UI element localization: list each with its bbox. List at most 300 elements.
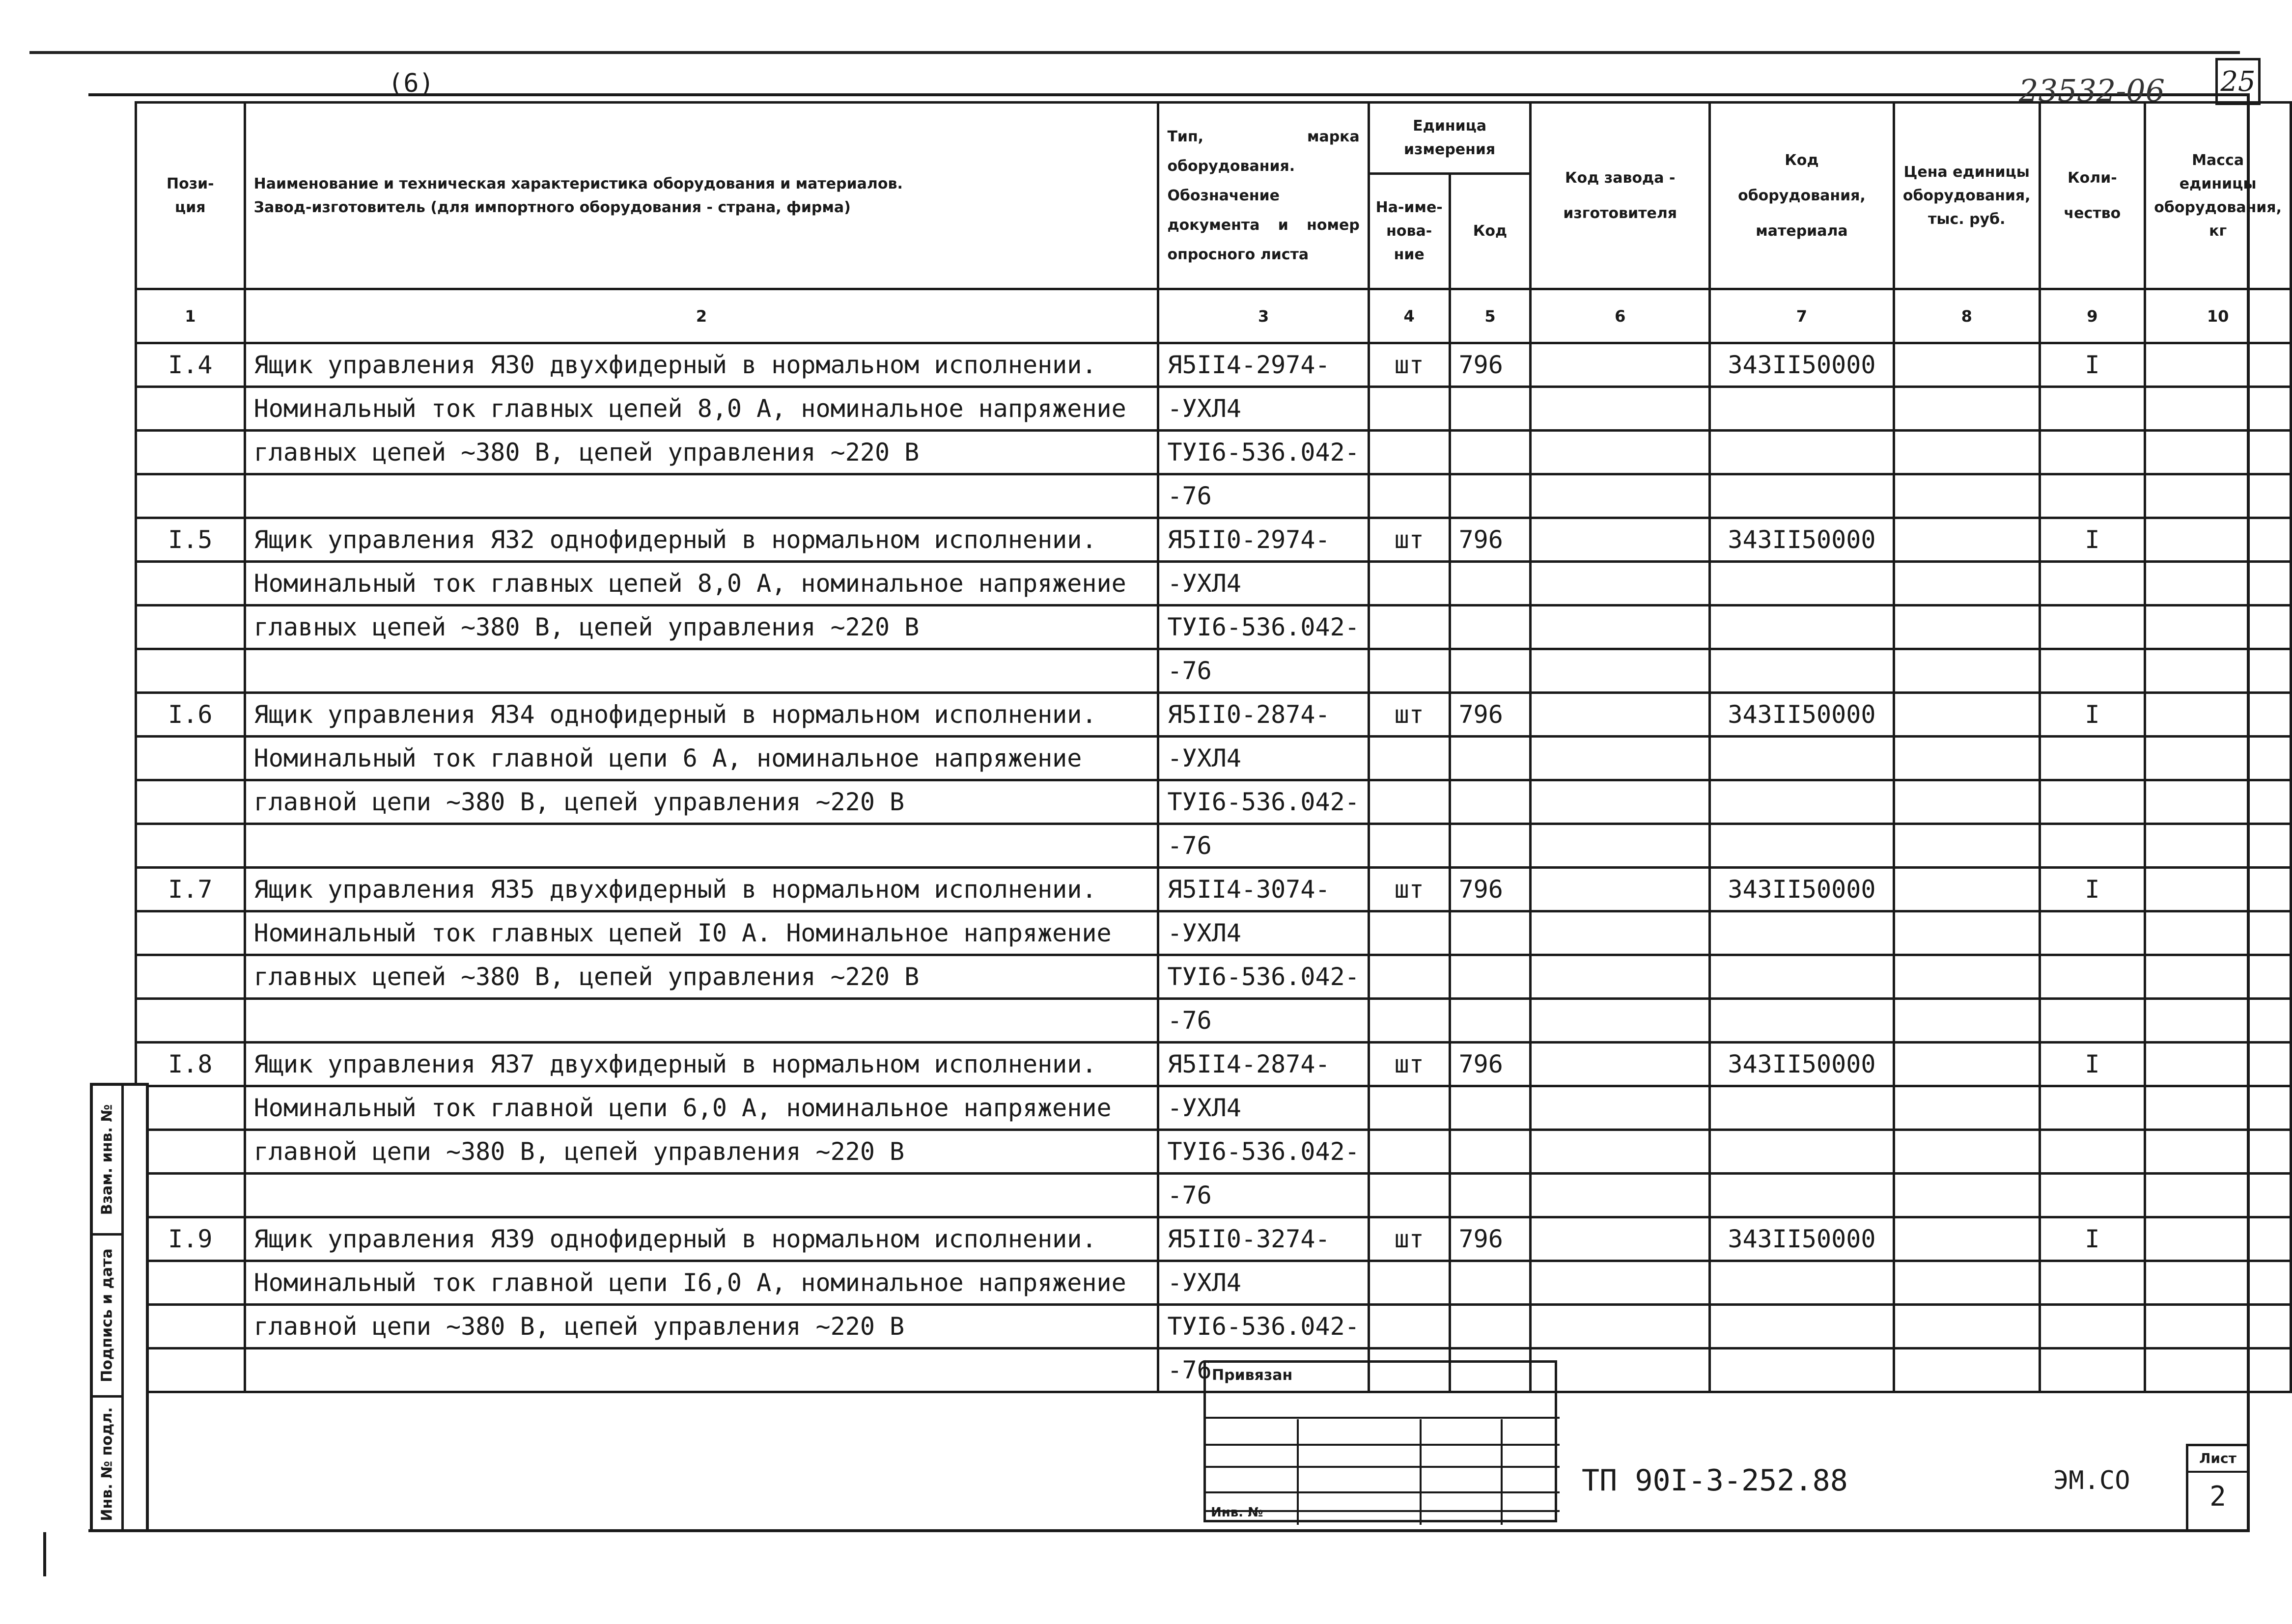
description-cell bbox=[245, 474, 1158, 518]
description-cell: главных цепей ~380 В, цепей управления ~220 В bbox=[245, 606, 1158, 649]
unit-code-cell bbox=[1450, 474, 1531, 518]
type-cell: Я5II0-2874- bbox=[1158, 693, 1369, 737]
price-cell bbox=[1894, 1305, 2040, 1349]
unit-code-cell bbox=[1450, 1086, 1531, 1130]
description-cell: Номинальный ток главных цепей 8,0 А, номинальное напряжение bbox=[245, 387, 1158, 431]
type-cell: -УХЛ4 bbox=[1158, 562, 1369, 606]
description-cell: главной цепи ~380 В, цепей управления ~220 В bbox=[245, 780, 1158, 824]
mass-cell bbox=[2145, 911, 2291, 955]
description-cell bbox=[245, 999, 1158, 1043]
mass-cell bbox=[2145, 1349, 2291, 1392]
quantity-cell bbox=[2040, 606, 2145, 649]
type-cell: ТУI6-536.042- bbox=[1158, 1305, 1369, 1349]
equipment-code-cell: 343II50000 bbox=[1710, 343, 1894, 387]
strip-cell-inv-original: Инв. № подл. bbox=[98, 1406, 116, 1521]
type-cell: -76 bbox=[1158, 649, 1369, 693]
table-row bbox=[136, 780, 2291, 824]
stamp-line bbox=[1206, 1444, 1560, 1446]
equipment-code-cell bbox=[1710, 1349, 1894, 1392]
price-cell bbox=[1894, 1043, 2040, 1086]
equipment-code-cell bbox=[1710, 649, 1894, 693]
quantity-cell: I bbox=[2040, 1043, 2145, 1086]
mass-cell bbox=[2145, 1174, 2291, 1217]
description-cell: Номинальный ток главной цепи 6 А, номинальное напряжение bbox=[245, 737, 1158, 780]
price-cell bbox=[1894, 431, 2040, 474]
header-unit-name: На-име-нова-ние bbox=[1369, 174, 1450, 289]
unit-code-cell bbox=[1450, 999, 1531, 1043]
sheet-box-line bbox=[2188, 1471, 2247, 1473]
quantity-cell bbox=[2040, 562, 2145, 606]
type-cell: Я5II4-2874- bbox=[1158, 1043, 1369, 1086]
factory-code-cell bbox=[1531, 1261, 1710, 1305]
type-cell: -УХЛ4 bbox=[1158, 387, 1369, 431]
binding-stamp bbox=[1203, 1360, 1557, 1522]
position-cell bbox=[136, 387, 245, 431]
type-cell: -УХЛ4 bbox=[1158, 737, 1369, 780]
unit-code-cell bbox=[1450, 780, 1531, 824]
description-cell bbox=[245, 1349, 1158, 1392]
unit-code-cell: 796 bbox=[1450, 343, 1531, 387]
description-cell: главной цепи ~380 В, цепей управления ~220 В bbox=[245, 1130, 1158, 1174]
unit-name-cell: шт bbox=[1369, 868, 1450, 911]
quantity-cell bbox=[2040, 1261, 2145, 1305]
factory-code-cell bbox=[1531, 431, 1710, 474]
unit-code-cell: 796 bbox=[1450, 518, 1531, 562]
table-row bbox=[136, 1043, 2291, 1086]
price-cell bbox=[1894, 518, 2040, 562]
position-cell bbox=[136, 1174, 245, 1217]
unit-name-cell bbox=[1369, 1305, 1450, 1349]
header-factory-code: Код завода - изготовителя bbox=[1531, 103, 1710, 289]
table-row bbox=[136, 693, 2291, 737]
position-cell: I.9 bbox=[136, 1217, 245, 1261]
column-number-3: 3 bbox=[1158, 289, 1369, 343]
position-cell bbox=[136, 955, 245, 999]
unit-name-cell: шт bbox=[1369, 343, 1450, 387]
table-row bbox=[136, 737, 2291, 780]
equipment-code-cell: 343II50000 bbox=[1710, 1217, 1894, 1261]
table-row bbox=[136, 824, 2291, 868]
stamp-line bbox=[1206, 1417, 1560, 1419]
unit-name-cell bbox=[1369, 1130, 1450, 1174]
position-cell bbox=[136, 606, 245, 649]
description-cell: Номинальный ток главных цепей 8,0 А, номинальное напряжение bbox=[245, 562, 1158, 606]
equipment-code-cell bbox=[1710, 737, 1894, 780]
description-cell bbox=[245, 1174, 1158, 1217]
equipment-code-cell bbox=[1710, 1305, 1894, 1349]
unit-code-cell bbox=[1450, 955, 1531, 999]
price-cell bbox=[1894, 1261, 2040, 1305]
mass-cell bbox=[2145, 562, 2291, 606]
price-cell bbox=[1894, 343, 2040, 387]
type-cell: -УХЛ4 bbox=[1158, 1086, 1369, 1130]
table-row bbox=[136, 562, 2291, 606]
equipment-code-cell bbox=[1710, 780, 1894, 824]
price-cell bbox=[1894, 562, 2040, 606]
type-cell: Я5II4-2974- bbox=[1158, 343, 1369, 387]
factory-code-cell bbox=[1531, 562, 1710, 606]
unit-code-cell bbox=[1450, 387, 1531, 431]
equipment-code-cell bbox=[1710, 562, 1894, 606]
type-cell: ТУI6-536.042- bbox=[1158, 606, 1369, 649]
table-row bbox=[136, 518, 2291, 562]
stamp-vline bbox=[1501, 1419, 1503, 1525]
table-row bbox=[136, 1174, 2291, 1217]
mass-cell bbox=[2145, 1130, 2291, 1174]
description-cell: Ящик управления Я37 двухфидерный в нормальном исполнении. bbox=[245, 1043, 1158, 1086]
price-cell bbox=[1894, 824, 2040, 868]
quantity-cell bbox=[2040, 911, 2145, 955]
stamp-inv-label: Инв. № bbox=[1211, 1505, 1263, 1520]
corner-page-number: 25 bbox=[2215, 58, 2261, 105]
position-cell bbox=[136, 1086, 245, 1130]
unit-name-cell: шт bbox=[1369, 693, 1450, 737]
equipment-code-cell bbox=[1710, 1086, 1894, 1130]
mass-cell bbox=[2145, 649, 2291, 693]
type-cell: ТУI6-536.042- bbox=[1158, 780, 1369, 824]
price-cell bbox=[1894, 606, 2040, 649]
column-number-4: 4 bbox=[1369, 289, 1450, 343]
description-cell: Номинальный ток главных цепей I0 А. Номинальное напряжение bbox=[245, 911, 1158, 955]
quantity-cell: I bbox=[2040, 1217, 2145, 1261]
type-cell: -УХЛ4 bbox=[1158, 911, 1369, 955]
header-unit-group: Единица измерения bbox=[1369, 103, 1531, 174]
column-number-7: 7 bbox=[1710, 289, 1894, 343]
type-cell: -76 bbox=[1158, 1174, 1369, 1217]
mass-cell bbox=[2145, 1217, 2291, 1261]
unit-code-cell: 796 bbox=[1450, 1217, 1531, 1261]
strip-cell-signature-date: Подпись и дата bbox=[93, 1236, 121, 1398]
price-cell bbox=[1894, 1217, 2040, 1261]
unit-name-cell bbox=[1369, 387, 1450, 431]
column-number-9: 9 bbox=[2040, 289, 2145, 343]
quantity-cell bbox=[2040, 387, 2145, 431]
equipment-code-cell: 343II50000 bbox=[1710, 693, 1894, 737]
description-cell: Номинальный ток главной цепи 6,0 А, номинальное напряжение bbox=[245, 1086, 1158, 1130]
price-cell bbox=[1894, 1130, 2040, 1174]
unit-code-cell bbox=[1450, 1305, 1531, 1349]
factory-code-cell bbox=[1531, 780, 1710, 824]
type-cell: -76 bbox=[1158, 999, 1369, 1043]
quantity-cell bbox=[2040, 1086, 2145, 1130]
table-row bbox=[136, 387, 2291, 431]
unit-name-cell bbox=[1369, 1174, 1450, 1217]
price-cell bbox=[1894, 649, 2040, 693]
factory-code-cell bbox=[1531, 693, 1710, 737]
unit-code-cell bbox=[1450, 737, 1531, 780]
table-row bbox=[136, 343, 2291, 387]
quantity-cell: I bbox=[2040, 868, 2145, 911]
mass-cell bbox=[2145, 824, 2291, 868]
description-cell bbox=[245, 824, 1158, 868]
price-cell bbox=[1894, 693, 2040, 737]
equipment-code-cell bbox=[1710, 955, 1894, 999]
column-number-2: 2 bbox=[245, 289, 1158, 343]
position-cell bbox=[136, 824, 245, 868]
quantity-cell bbox=[2040, 999, 2145, 1043]
specification-table bbox=[135, 101, 2292, 1393]
price-cell bbox=[1894, 868, 2040, 911]
unit-name-cell bbox=[1369, 649, 1450, 693]
position-cell bbox=[136, 562, 245, 606]
table-body bbox=[136, 343, 2291, 1392]
edge-tick bbox=[43, 1532, 46, 1576]
stamp-line bbox=[1206, 1466, 1560, 1468]
unit-code-cell bbox=[1450, 911, 1531, 955]
unit-name-cell bbox=[1369, 999, 1450, 1043]
unit-code-cell bbox=[1450, 649, 1531, 693]
unit-name-cell bbox=[1369, 474, 1450, 518]
description-cell: Ящик управления Я35 двухфидерный в нормальном исполнении. bbox=[245, 868, 1158, 911]
factory-code-cell bbox=[1531, 1086, 1710, 1130]
mass-cell bbox=[2145, 474, 2291, 518]
sheet-box bbox=[2186, 1444, 2250, 1532]
mass-cell bbox=[2145, 1086, 2291, 1130]
mass-cell bbox=[2145, 606, 2291, 649]
unit-code-cell: 796 bbox=[1450, 693, 1531, 737]
equipment-code-cell: 343II50000 bbox=[1710, 1043, 1894, 1086]
equipment-code-cell bbox=[1710, 1174, 1894, 1217]
description-cell: Ящик управления Я34 однофидерный в нормальном исполнении. bbox=[245, 693, 1158, 737]
factory-code-cell bbox=[1531, 1349, 1710, 1392]
quantity-cell bbox=[2040, 1305, 2145, 1349]
position-cell: I.8 bbox=[136, 1043, 245, 1086]
equipment-code-cell bbox=[1710, 431, 1894, 474]
quantity-cell bbox=[2040, 474, 2145, 518]
equipment-code-cell bbox=[1710, 1261, 1894, 1305]
header-type: Тип, марка оборудования. Обозначение документа и номер опросного листа bbox=[1158, 103, 1369, 289]
equipment-code-cell bbox=[1710, 387, 1894, 431]
header-unit-code: Код bbox=[1450, 174, 1531, 289]
quantity-cell: I bbox=[2040, 518, 2145, 562]
position-cell: I.5 bbox=[136, 518, 245, 562]
factory-code-cell bbox=[1531, 387, 1710, 431]
equipment-code-cell bbox=[1710, 911, 1894, 955]
strip-cell-replace-inv: Взам. инв. № bbox=[93, 1086, 121, 1236]
type-cell: -76 bbox=[1158, 474, 1369, 518]
position-cell: I.6 bbox=[136, 693, 245, 737]
unit-code-cell bbox=[1450, 1174, 1531, 1217]
unit-name-cell bbox=[1369, 911, 1450, 955]
type-cell: ТУI6-536.042- bbox=[1158, 431, 1369, 474]
mass-cell bbox=[2145, 999, 2291, 1043]
stamp-vline bbox=[1420, 1419, 1422, 1525]
header-equipment-code: Код оборудования, материала bbox=[1710, 103, 1894, 289]
unit-code-cell bbox=[1450, 562, 1531, 606]
factory-code-cell bbox=[1531, 824, 1710, 868]
factory-code-cell bbox=[1531, 649, 1710, 693]
position-cell bbox=[136, 1261, 245, 1305]
description-cell: Ящик управления Я30 двухфидерный в нормальном исполнении. bbox=[245, 343, 1158, 387]
equipment-code-cell: 343II50000 bbox=[1710, 518, 1894, 562]
column-number-5: 5 bbox=[1450, 289, 1531, 343]
unit-name-cell: шт bbox=[1369, 518, 1450, 562]
table-row bbox=[136, 606, 2291, 649]
stamp-vline bbox=[1297, 1419, 1299, 1525]
mass-cell bbox=[2145, 1305, 2291, 1349]
quantity-cell bbox=[2040, 1130, 2145, 1174]
document-suffix: ЭМ.СО bbox=[2053, 1466, 2130, 1495]
header-quantity: Коли-чество bbox=[2040, 103, 2145, 289]
position-cell bbox=[136, 431, 245, 474]
factory-code-cell bbox=[1531, 1305, 1710, 1349]
factory-code-cell bbox=[1531, 1043, 1710, 1086]
quantity-cell bbox=[2040, 1174, 2145, 1217]
document-number: ТП 90I-3-252.88 bbox=[1582, 1463, 1848, 1498]
description-cell: главных цепей ~380 В, цепей управления ~220 В bbox=[245, 431, 1158, 474]
sheet-number: 2 bbox=[2209, 1481, 2226, 1513]
factory-code-cell bbox=[1531, 518, 1710, 562]
column-number-1: 1 bbox=[136, 289, 245, 343]
price-cell bbox=[1894, 474, 2040, 518]
position-cell bbox=[136, 999, 245, 1043]
type-cell: -76 bbox=[1158, 824, 1369, 868]
position-cell bbox=[136, 911, 245, 955]
equipment-code-cell bbox=[1710, 824, 1894, 868]
type-cell: ТУI6-536.042- bbox=[1158, 1130, 1369, 1174]
mass-cell bbox=[2145, 693, 2291, 737]
unit-name-cell bbox=[1369, 1086, 1450, 1130]
header-name: Наименование и техническая характеристика оборудования и материалов. Завод-изготовитель (для импортного оборудования - страна, фирма) bbox=[245, 103, 1158, 289]
column-number-10: 10 bbox=[2145, 289, 2291, 343]
factory-code-cell bbox=[1531, 955, 1710, 999]
position-cell bbox=[136, 474, 245, 518]
unit-code-cell bbox=[1450, 1130, 1531, 1174]
column-number-row bbox=[136, 289, 2291, 343]
unit-name-cell bbox=[1369, 606, 1450, 649]
equipment-code-cell bbox=[1710, 1130, 1894, 1174]
quantity-cell bbox=[2040, 780, 2145, 824]
unit-name-cell: шт bbox=[1369, 1043, 1450, 1086]
price-cell bbox=[1894, 911, 2040, 955]
unit-code-cell bbox=[1450, 824, 1531, 868]
type-cell: ТУI6-536.042- bbox=[1158, 955, 1369, 999]
table-row bbox=[136, 868, 2291, 911]
price-cell bbox=[1894, 780, 2040, 824]
header-position: Пози- ция bbox=[136, 103, 245, 289]
strip-divider bbox=[121, 1086, 124, 1529]
description-cell: Номинальный ток главной цепи I6,0 А, номинальное напряжение bbox=[245, 1261, 1158, 1305]
mass-cell bbox=[2145, 518, 2291, 562]
price-cell bbox=[1894, 1086, 2040, 1130]
mass-cell bbox=[2145, 1261, 2291, 1305]
mass-cell bbox=[2145, 868, 2291, 911]
description-cell: главных цепей ~380 В, цепей управления ~220 В bbox=[245, 955, 1158, 999]
factory-code-cell bbox=[1531, 606, 1710, 649]
position-cell bbox=[136, 780, 245, 824]
top-border-line bbox=[29, 51, 2240, 54]
unit-name-cell bbox=[1369, 431, 1450, 474]
factory-code-cell bbox=[1531, 1130, 1710, 1174]
position-cell: I.7 bbox=[136, 868, 245, 911]
factory-code-cell bbox=[1531, 911, 1710, 955]
price-cell bbox=[1894, 737, 2040, 780]
table-row bbox=[136, 1261, 2291, 1305]
description-cell bbox=[245, 649, 1158, 693]
stamp-bound-label: Привязан bbox=[1212, 1367, 1293, 1384]
equipment-code-cell bbox=[1710, 606, 1894, 649]
position-cell bbox=[136, 1305, 245, 1349]
position-cell: I.4 bbox=[136, 343, 245, 387]
position-cell bbox=[136, 649, 245, 693]
unit-name-cell bbox=[1369, 562, 1450, 606]
price-cell bbox=[1894, 1174, 2040, 1217]
header-mass: Масса единицы оборудования, кг bbox=[2145, 103, 2291, 289]
type-cell: Я5II4-3074- bbox=[1158, 868, 1369, 911]
mass-cell bbox=[2145, 387, 2291, 431]
mass-cell bbox=[2145, 431, 2291, 474]
position-cell bbox=[136, 1130, 245, 1174]
quantity-cell: I bbox=[2040, 693, 2145, 737]
table-row bbox=[136, 1305, 2291, 1349]
price-cell bbox=[1894, 1349, 2040, 1392]
unit-name-cell bbox=[1369, 737, 1450, 780]
factory-code-cell bbox=[1531, 1217, 1710, 1261]
position-cell bbox=[136, 737, 245, 780]
table-row bbox=[136, 1130, 2291, 1174]
column-number-8: 8 bbox=[1894, 289, 2040, 343]
price-cell bbox=[1894, 387, 2040, 431]
description-cell: главной цепи ~380 В, цепей управления ~220 В bbox=[245, 1305, 1158, 1349]
unit-name-cell bbox=[1369, 824, 1450, 868]
unit-code-cell bbox=[1450, 606, 1531, 649]
type-cell: -УХЛ4 bbox=[1158, 1261, 1369, 1305]
mass-cell bbox=[2145, 737, 2291, 780]
unit-code-cell bbox=[1450, 1261, 1531, 1305]
top-note: (6) bbox=[388, 69, 434, 98]
header-price: Цена единицы оборудования, тыс. руб. bbox=[1894, 103, 2040, 289]
quantity-cell: I bbox=[2040, 343, 2145, 387]
unit-name-cell: шт bbox=[1369, 1217, 1450, 1261]
quantity-cell bbox=[2040, 737, 2145, 780]
unit-name-cell bbox=[1369, 955, 1450, 999]
factory-code-cell bbox=[1531, 868, 1710, 911]
table-row bbox=[136, 999, 2291, 1043]
unit-name-cell bbox=[1369, 1261, 1450, 1305]
table-row bbox=[136, 1217, 2291, 1261]
stamp-line bbox=[1206, 1491, 1560, 1493]
equipment-code-cell: 343II50000 bbox=[1710, 868, 1894, 911]
column-number-6: 6 bbox=[1531, 289, 1710, 343]
equipment-code-cell bbox=[1710, 474, 1894, 518]
mass-cell bbox=[2145, 1043, 2291, 1086]
factory-code-cell bbox=[1531, 1174, 1710, 1217]
description-cell: Ящик управления Я39 однофидерный в нормальном исполнении. bbox=[245, 1217, 1158, 1261]
price-cell bbox=[1894, 999, 2040, 1043]
table-row bbox=[136, 474, 2291, 518]
equipment-code-cell bbox=[1710, 999, 1894, 1043]
table-row bbox=[136, 955, 2291, 999]
side-approval-strip bbox=[90, 1083, 149, 1532]
unit-code-cell bbox=[1450, 431, 1531, 474]
factory-code-cell bbox=[1531, 343, 1710, 387]
type-cell: -76 bbox=[1158, 1349, 1369, 1392]
type-cell: Я5II0-3274- bbox=[1158, 1217, 1369, 1261]
factory-code-cell bbox=[1531, 737, 1710, 780]
table-row bbox=[136, 431, 2291, 474]
position-cell bbox=[136, 1349, 245, 1392]
mass-cell bbox=[2145, 343, 2291, 387]
sheet-label: Лист bbox=[2199, 1450, 2236, 1466]
mass-cell bbox=[2145, 780, 2291, 824]
quantity-cell bbox=[2040, 824, 2145, 868]
factory-code-cell bbox=[1531, 999, 1710, 1043]
unit-name-cell bbox=[1369, 780, 1450, 824]
quantity-cell bbox=[2040, 431, 2145, 474]
quantity-cell bbox=[2040, 955, 2145, 999]
table-row bbox=[136, 649, 2291, 693]
mass-cell bbox=[2145, 955, 2291, 999]
